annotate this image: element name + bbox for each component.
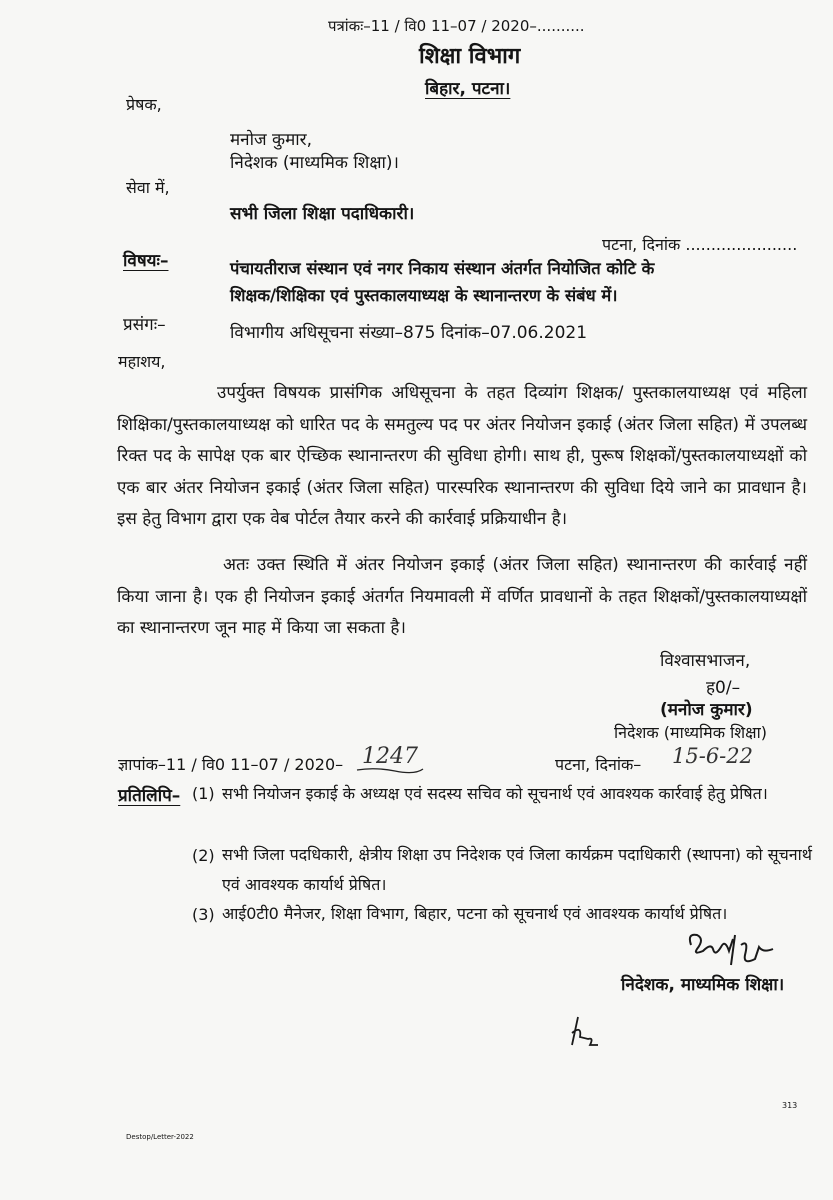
department-location: बिहार, पटना। — [425, 79, 511, 99]
memo-number-handwritten: 1247 — [362, 744, 418, 769]
subject-line-1: पंचायतीराज संस्थान एवं नगर निकाय संस्थान अंतर्गत नियोजित कोटि के — [230, 259, 655, 278]
memo-underline-mark — [355, 766, 425, 774]
copy-label: प्रतिलिपि– — [118, 786, 181, 806]
memo-place-date: पटना, दिनांक– — [555, 755, 642, 774]
signed-mark: ह0/– — [706, 678, 741, 698]
reference-text: विभागीय अधिसूचना संख्या–875 दिनांक–07.06.2021 — [230, 323, 588, 343]
place-date: पटना, दिनांक ...................... — [602, 235, 798, 254]
copy-item-1-text: सभी नियोजन इकाई के अध्यक्ष एवं सदस्य सचिव को सूचनार्थ एवं आवश्यक कार्रवाई हेतु प्रेषित। — [222, 784, 768, 803]
to-label: सेवा में, — [126, 178, 170, 197]
department-heading: शिक्षा विभाग — [419, 44, 521, 69]
reference-label: प्रसंगः– — [123, 315, 166, 335]
footer-code: Destop/Letter-2022 — [126, 1133, 194, 1141]
page-number: 313 — [782, 1101, 798, 1110]
subject-line-2: शिक्षक/शिक्षिका एवं पुस्तकालयाध्यक्ष के स्थानान्तरण के संबंध में। — [230, 286, 618, 305]
paragraph-2-text: अतः उक्त स्थिति में अंतर नियोजन इकाई (अंतर जिला सहित) स्थानान्तरण की कार्रवाई नहीं किया जाना है। एक ही नियोजन इकाई अंतर्गत नियमावली में वर्णित प्रावधानों के तहत शिक्षकों/पुस्तकालयाध्यक्षों का स्थानान्तरण जून माह में किया जा सकता है। — [117, 555, 807, 638]
sender-label: प्रेषक, — [126, 95, 162, 114]
paragraph-1-text: उपर्युक्त विषयक प्रासंगिक अधिसूचना के तहत दिव्यांग शिक्षक/ पुस्तकालयाध्यक्ष एवं महिला शिक्षिका/पुस्तकालयाध्यक्ष को धारित पद के समतुल्य पद पर अंतर नियोजन इकाई (अंतर जिला सहित) में उपलब्ध रिक्त पद के सापेक्ष एक बार ऐच्छिक स्थानान्तरण की सुविधा होगी। साथ ही, पुरूष शिक्षकों/पुस्तकालयाध्यक्षों को एक बार अंतर नियोजन इकाई (अंतर जिला सहित) पारस्परिक स्थानान्तरण की सुविधा दिये जाने का प्रावधान है। इस हेतु विभाग द्वारा एक वेब पोर्टल तैयार करने की कार्रवाई प्रक्रियाधीन है। — [117, 383, 807, 529]
copy-item-1-number: (1) — [192, 784, 215, 803]
sender-name: मनोज कुमार, — [230, 130, 313, 150]
copy-item-2-number: (2) — [192, 846, 215, 865]
final-signatory: निदेशक, माध्यमिक शिक्षा। — [621, 975, 785, 995]
body-paragraph-2 — [117, 550, 807, 645]
initials-mark — [568, 1015, 602, 1049]
sender-designation: निदेशक (माध्यमिक शिक्षा)। — [230, 153, 399, 173]
subject-label: विषयः– — [123, 251, 169, 271]
signatory-name: (मनोज कुमार) — [660, 700, 753, 720]
body-paragraph-1 — [117, 378, 807, 536]
memo-date-handwritten: 15-6-22 — [672, 744, 753, 768]
salutation: महाशय, — [118, 352, 166, 371]
copy-item-2-text: सभी जिला पदधिकारी, क्षेत्रीय शिक्षा उप निदेशक एवं जिला कार्यक्रम पदाधिकारी (स्थापना) को सूचनार्थ एवं आवश्यक कार्यार्थ प्रेषित। — [222, 845, 812, 894]
reference-number: पत्रांकः–11 / वि0 11–07 / 2020–.......... — [328, 17, 585, 35]
copy-item-3-text: आई0टी0 मैनेजर, शिक्षा विभाग, बिहार, पटना को सूचनार्थ एवं आवश्यक कार्यार्थ प्रेषित। — [222, 904, 728, 923]
closing: विश्वासभाजन, — [660, 651, 751, 671]
handwritten-signature — [683, 925, 793, 975]
memo-number: ज्ञापांक–11 / वि0 11–07 / 2020– — [118, 755, 344, 774]
recipient: सभी जिला शिक्षा पदाधिकारी। — [230, 204, 415, 224]
copy-item-3-number: (3) — [192, 905, 215, 924]
signatory-designation: निदेशक (माध्यमिक शिक्षा) — [614, 723, 767, 742]
